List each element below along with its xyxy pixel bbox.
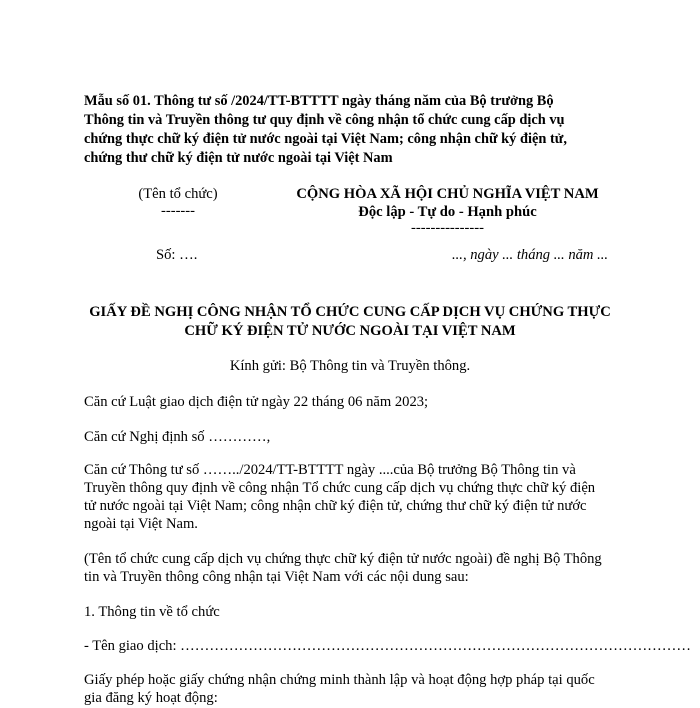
license-line-1: Giấy phép hoặc giấy chứng nhận chứng minh thành lập và hoạt động hợp pháp tại quốc: [84, 672, 595, 688]
recipient-line: Kính gửi: Bộ Thông tin và Truyền thông.: [229, 358, 471, 374]
legal-basis-circular-line-2: Truyền thông quy định về công nhận Tổ chức cung cấp dịch vụ chứng thực chữ ký điện: [84, 480, 596, 496]
request-statement-line-1: (Tên tổ chức cung cấp dịch vụ chứng thực chữ ký điện tử nước ngoài) đề nghị Bộ Thông: [84, 551, 602, 567]
form-header-line-3: chứng thực chữ ký điện tử nước ngoài tại Việt Nam; công nhận chữ ký điện tử,: [84, 131, 567, 147]
org-name-placeholder: (Tên tổ chức): [138, 186, 218, 202]
license-line-2: gia đăng ký hoạt động:: [84, 690, 218, 706]
national-motto: Độc lập - Tự do - Hạnh phúc: [358, 204, 537, 220]
legal-basis-circular-line-1: Căn cứ Thông tư số ……../2024/TT-BTTTT ngày ....của Bộ trưởng Bộ Thông tin và: [84, 462, 576, 478]
legal-basis-decree: Căn cứ Nghị định số …………,: [84, 429, 271, 445]
org-dash: -------: [160, 203, 196, 219]
form-header-note: [84, 92, 624, 168]
form-header-line-2: Thông tin và Truyền thông tư quy định về công nhận tổ chức cung cấp dịch vụ: [84, 112, 565, 128]
legal-basis-circular-line-4: ngoài tại Việt Nam.: [84, 516, 198, 532]
country-name: CỘNG HÒA XÃ HỘI CHỦ NGHĨA VIỆT NAM: [296, 186, 599, 202]
document-title-line-2: CHỮ KÝ ĐIỆN TỬ NƯỚC NGOÀI TẠI VIỆT NAM: [184, 323, 516, 339]
form-header-line-1: Mẫu số 01. Thông tư số /2024/TT-BTTTT ngày tháng năm của Bộ trưởng Bộ: [84, 93, 554, 109]
date-line: ..., ngày ... tháng ... năm ...: [452, 247, 609, 263]
legal-basis-circular-line-3: tử nước ngoài tại Việt Nam; công nhận chữ ký điện tử, chứng thư chữ ký điện tử nước: [84, 498, 587, 514]
motto-dash: ---------------: [411, 220, 484, 236]
form-header-line-4: chứng thư chữ ký điện tử nước ngoài tại Việt Nam: [84, 150, 393, 166]
legal-basis-law: Căn cứ Luật giao dịch điện tử ngày 22 tháng 06 năm 2023;: [84, 394, 429, 410]
section-organization-info: 1. Thông tin về tổ chức: [84, 604, 220, 620]
request-statement-line-2: tin và Truyền thông công nhận tại Việt Nam với các nội dung sau:: [84, 569, 469, 585]
document-title-line-1: GIẤY ĐỀ NGHỊ CÔNG NHẬN TỔ CHỨC CUNG CẤP DỊCH VỤ CHỨNG THỰC: [89, 304, 611, 320]
trade-name-field: - Tên giao dịch: ……………………………………………………………………………………………: [84, 638, 691, 654]
document-number: Số: ….: [156, 247, 198, 263]
